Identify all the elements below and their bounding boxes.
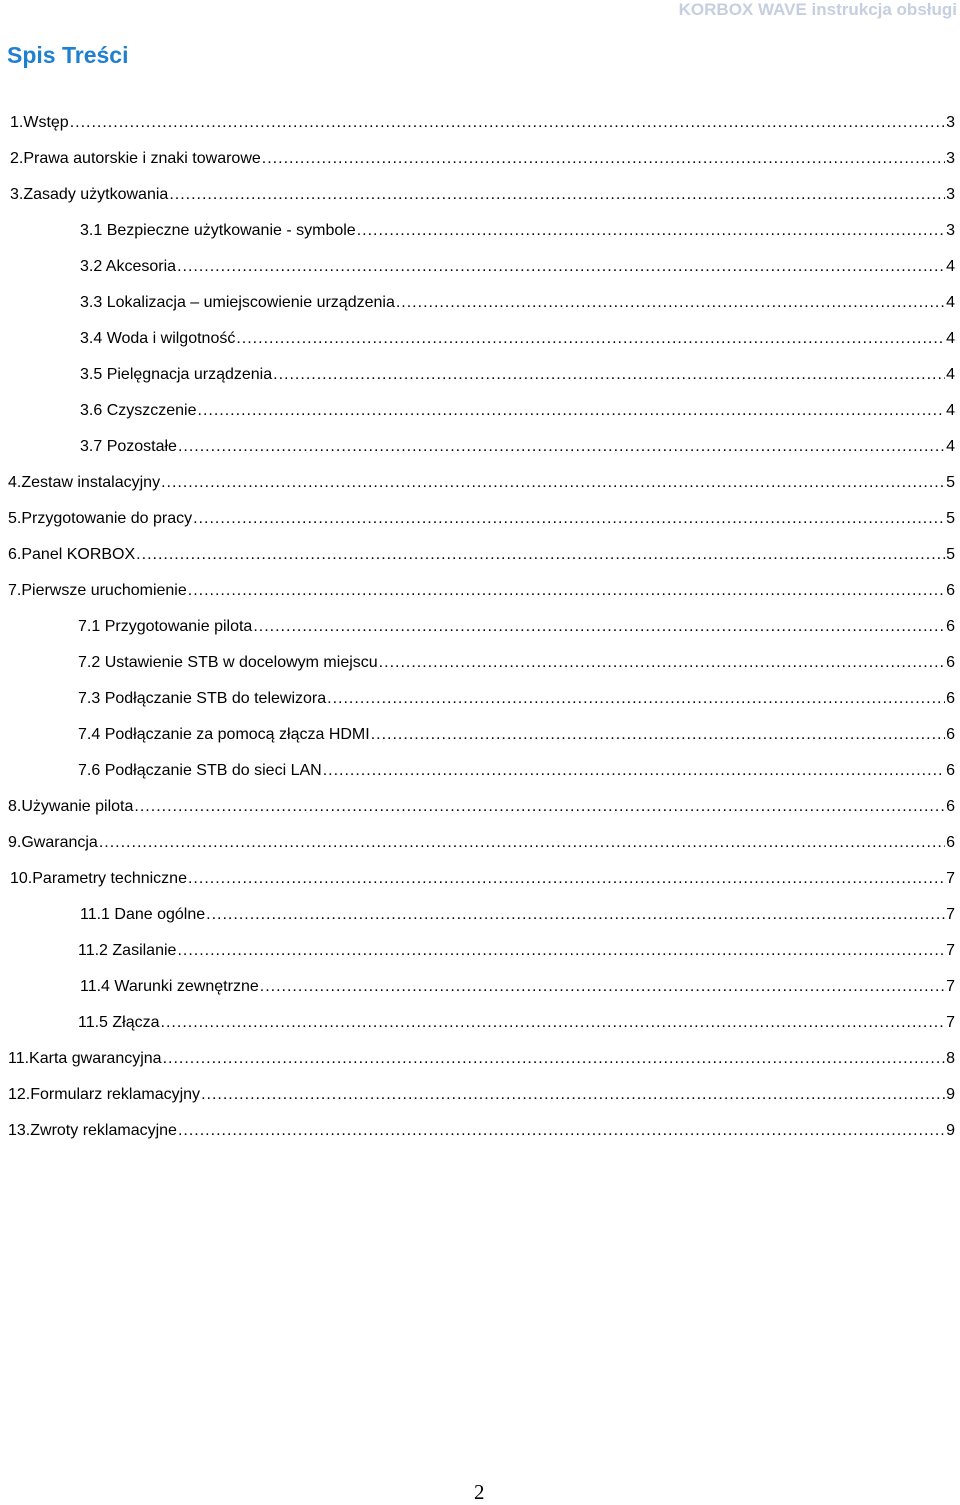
- toc-entry[interactable]: [10, 867, 955, 891]
- toc-entry-label: 3.7 Pozostałe: [80, 438, 177, 455]
- toc-entry-page: 4: [946, 330, 955, 347]
- toc-entry-label: 11.5 Złącza: [78, 1014, 160, 1031]
- toc-entry[interactable]: [8, 795, 955, 819]
- toc-entry-page: 4: [946, 402, 955, 419]
- toc-entry-label: 11.Karta gwarancyjna: [8, 1050, 162, 1067]
- toc-entry[interactable]: [80, 255, 955, 279]
- document-header: KORBOX WAVE instrukcja obsługi: [678, 0, 957, 19]
- toc-entry-page: 4: [946, 258, 955, 275]
- toc-entry-label: 10.Parametry techniczne: [10, 870, 187, 887]
- toc-entry[interactable]: [8, 507, 955, 531]
- toc-entry-label: 3.2 Akcesoria: [80, 258, 177, 275]
- toc-entry[interactable]: [10, 147, 955, 171]
- toc-entry-label: 3.4 Woda i wilgotność: [80, 330, 236, 347]
- toc-entry-label: 3.3 Lokalizacja – umiejscowienie urządzenia: [80, 294, 395, 311]
- toc-entry-page: 3: [946, 186, 955, 203]
- toc-entry-label: 7.Pierwsze uruchomienie: [8, 582, 187, 599]
- toc-entry[interactable]: [8, 1083, 955, 1107]
- toc-entry-label: 3.6 Czyszczenie: [80, 402, 197, 419]
- toc-entry[interactable]: [10, 111, 955, 135]
- toc-entry[interactable]: [78, 723, 955, 747]
- toc-entry[interactable]: [80, 903, 955, 927]
- toc-entry[interactable]: [80, 435, 955, 459]
- toc-entry[interactable]: [80, 399, 955, 423]
- toc-entry[interactable]: [78, 687, 955, 711]
- toc-entry-label: 11.2 Zasilanie: [78, 942, 177, 959]
- toc-entry[interactable]: [80, 291, 955, 315]
- toc-entry[interactable]: [8, 579, 955, 603]
- toc-entry-label: 1.Wstęp: [10, 114, 69, 131]
- toc-entry-label: 11.1 Dane ogólne: [80, 906, 206, 923]
- toc-entry[interactable]: [80, 975, 955, 999]
- toc-entry-page: 4: [946, 294, 955, 311]
- toc-entry[interactable]: [10, 183, 955, 207]
- toc-entry-label: 7.4 Podłączanie za pomocą złącza HDMI: [78, 726, 370, 743]
- toc-entry-page: 6: [946, 762, 955, 779]
- toc-entry-label: 7.3 Podłączanie STB do telewizora: [78, 690, 327, 707]
- toc-entry-page: 5: [946, 546, 955, 563]
- toc-entry[interactable]: [80, 363, 955, 387]
- toc-entry-label: 8.Używanie pilota: [8, 798, 134, 815]
- toc-entry-page: 7: [946, 870, 955, 887]
- toc-entry-page: 7: [946, 942, 955, 959]
- toc-entry-page: 3: [946, 150, 955, 167]
- toc-entry-page: 9: [946, 1122, 955, 1139]
- toc-entry-label: 13.Zwroty reklamacyjne: [8, 1122, 177, 1139]
- toc-entry-label: 3.5 Pielęgnacja urządzenia: [80, 366, 273, 383]
- toc-entry-page: 6: [946, 834, 955, 851]
- toc-entry-page: 6: [946, 654, 955, 671]
- toc-entry[interactable]: [80, 219, 955, 243]
- toc-entry-label: 2.Prawa autorskie i znaki towarowe: [10, 150, 261, 167]
- toc-entry-page: 6: [946, 798, 955, 815]
- toc-entry[interactable]: [78, 651, 955, 675]
- toc-entry-label: 7.2 Ustawienie STB w docelowym miejscu: [78, 654, 378, 671]
- toc-entry-page: 5: [946, 510, 955, 527]
- toc-entry-label: 9.Gwarancja: [8, 834, 98, 851]
- toc-entry-page: 7: [946, 906, 955, 923]
- toc-entry[interactable]: [8, 543, 955, 567]
- toc-entry[interactable]: [80, 327, 955, 351]
- toc-entry[interactable]: [78, 1011, 955, 1035]
- toc-entry-label: 3.Zasady użytkowania: [10, 186, 169, 203]
- toc-entry-label: 3.1 Bezpieczne użytkowanie - symbole: [80, 222, 356, 239]
- toc-entry-page: 6: [946, 618, 955, 635]
- toc-entry-label: 5.Przygotowanie do pracy: [8, 510, 193, 527]
- toc-entry[interactable]: [78, 615, 955, 639]
- toc-entry-label: 4.Zestaw instalacyjny: [8, 474, 161, 491]
- toc-entry[interactable]: [8, 831, 955, 855]
- toc-entry-page: 6: [946, 690, 955, 707]
- toc-entry-page: 3: [946, 222, 955, 239]
- toc-entry[interactable]: [8, 471, 955, 495]
- toc-entry-page: 7: [946, 1014, 955, 1031]
- toc-entry-label: 7.6 Podłączanie STB do sieci LAN: [78, 762, 322, 779]
- toc-entry[interactable]: [8, 1047, 955, 1071]
- toc-entry-label: 12.Formularz reklamacyjny: [8, 1086, 201, 1103]
- toc-title: Spis Treści: [7, 42, 129, 68]
- toc-entry-page: 5: [946, 474, 955, 491]
- toc-entry-page: 4: [946, 366, 955, 383]
- toc-entry-page: 3: [946, 114, 955, 131]
- toc-entry[interactable]: [78, 759, 955, 783]
- toc-entry-page: 9: [946, 1086, 955, 1103]
- toc-entry-label: 6.Panel KORBOX: [8, 546, 136, 563]
- toc-entry[interactable]: [8, 1119, 955, 1143]
- toc-entry-page: 6: [946, 582, 955, 599]
- toc-entry-page: 6: [946, 726, 955, 743]
- toc-entry-page: 8: [946, 1050, 955, 1067]
- toc-entry-page: 4: [946, 438, 955, 455]
- toc-entry[interactable]: [78, 939, 955, 963]
- page-number: 2: [474, 1480, 485, 1504]
- toc-entry-page: 7: [946, 978, 955, 995]
- toc-entry-label: 7.1 Przygotowanie pilota: [78, 618, 253, 635]
- toc-entry-label: 11.4 Warunki zewnętrzne: [80, 978, 259, 995]
